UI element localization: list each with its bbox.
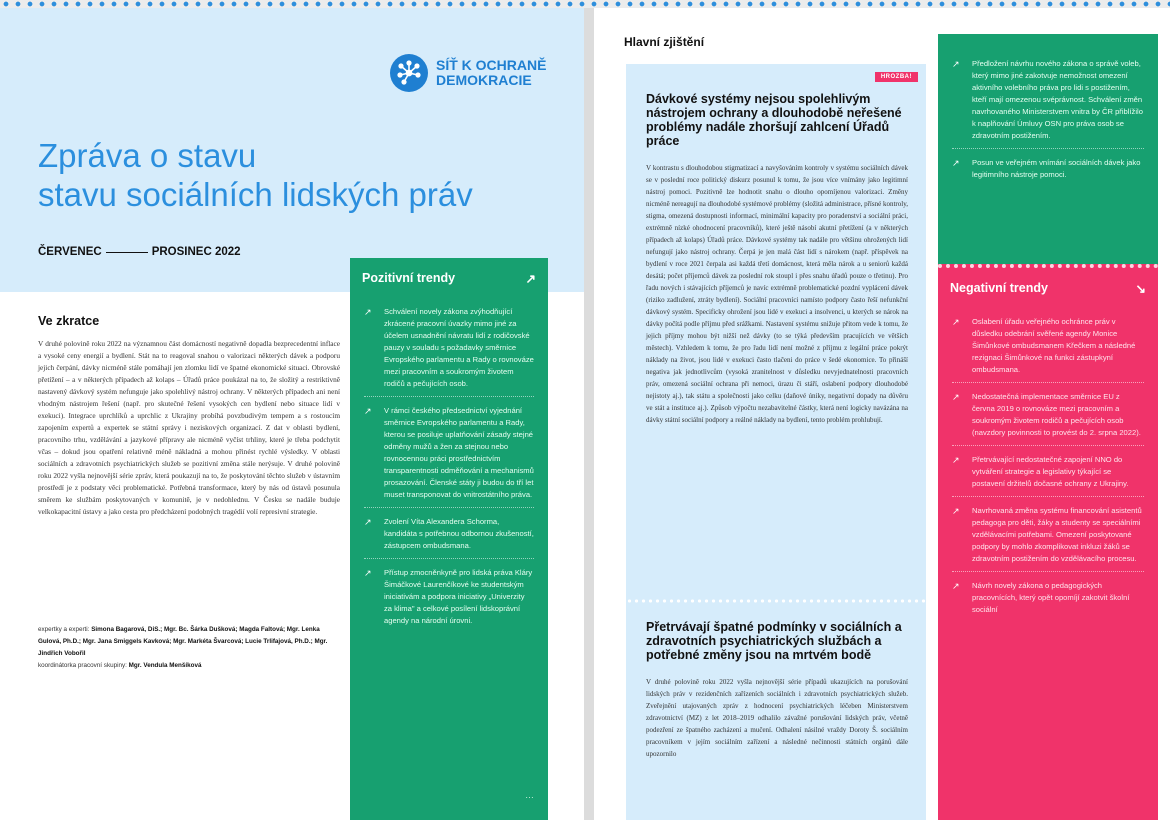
logo-wordmark: [436, 58, 546, 88]
page-gutter: [584, 8, 594, 820]
list-item: [952, 316, 1144, 383]
article-title: Přetrvávají špatné podmínky v sociálních a zdravotních psychiatrických službách a potřebné změny jsou na mrtvém bodě: [646, 620, 902, 662]
positive-trends-heading: Pozitivní trendy: [362, 271, 456, 285]
list-item: [364, 567, 534, 633]
article-text: V kontrastu s dlouhodobou stigmatizací a navyšováním kontroly v systému sociálních dávek se v poslední roce politický diskurz posunul k tomu, že jsou více vnímány jako legitimní nástroj pomoci. Pozitivně lze hodnotit snahu o dlouho opomíjenou valorizaci. Změny nicméně nereagují na dlouhodobé systémové problémy (složitá administrace, přísné kontroly, stigma, omezená dostupnosti informací, minimální kapacity pro poradenství a sociální práci, extrémně nízké ohodnocení pracovníků), které ještě násobí akutní přetížení (a v některých případech až kolaps) Úřadů práce. Dávkové systémy tak nadále pro většinu ohrožených lidí nefungují jako nástroj ochrany. Čerpá je jen malá část lidí s nárokem (např. příspěvek na bydlení v roce 2021 čerpala asi každá třetí domácnost, která měla nárok a u seniorů každá desátá; počet příjemců dávek za poslední rok stoupl i přes snahu úřadů pouze o třetinu). Pro řadu nových i stávajících příjemců je navíc extrémně problematické pozdní vyplácení dávek (riziko zadlužení, ztráty bydlení). Sociální pracovníci namísto podpory často řeší nefunkční dávkový systém. Specificky ohrožení jsou lidé v exekuci a insolvenci, u kterých se nárok na dávky počítá podle příjmu před srážkami. Nastavení systému snižuje přitom vede k tomu, že jejich příjmy mohou být nižší než dávky (to se týká především pracujících ve větších městech). Vzhledem k tomu, že pro řadu lidí není možné z příjmu z legální práce pokrýt náklady na život, jsou lidé v exekuci často tlačeni do práce v šedé ekonomice. To přináší negativa jak jednotlivcům (vysoká zranitelnost v důsledku nevyjednatelnosti pracovních práv, omezená sociální ochrana při nemoci, úrazu či stáří, oslabení podpory dlouhodobé nejistoty aj.), tak státu a společnosti jako celku (daňové úniky, negativní dopady na důvěru ve stát a instituce aj.). Způsob výpočtu nezabavitelné částky, která není logicky navázána na dávky státní sociální podpory a reálné náklady na bydlení, tento problém prohlubují.: [646, 164, 908, 424]
list-item-text: Předložení návrhu nového zákona o správě voleb, který mimo jiné zakotvuje nemožnost omezení aktivního volebního práva pro lidi s postižením, kteří mají omezenou svéprávnost. Schválení změn navrhovaného Ministerstvem vnitra by ČR přiblížilo k naplňování Úmluvy OSN pro práva osob se zdravotním postižením.: [972, 59, 1143, 140]
cover-page: [0, 8, 584, 820]
list-item: [952, 157, 1144, 187]
negative-trends-box: [938, 264, 1158, 820]
negative-trends-list: [938, 308, 1158, 622]
article-title: Dávkové systémy nejsou spolehlivým nástrojem ochrany a dlouhodobě neřešené problémy nadále zhoršují zahlcení Úřadů práce: [646, 92, 902, 148]
list-item-text: Posun ve veřejném vnímání sociálních dávek jako legitimního nástroje pomoci.: [972, 158, 1141, 179]
top-dotted-border: [0, 0, 1170, 8]
report-period: [38, 246, 241, 258]
period-start: ČERVENEC: [38, 246, 102, 258]
list-item: [952, 580, 1144, 622]
list-item: [952, 505, 1144, 572]
list-item-text: Návrh novely zákona o pedagogických pracovnících, který opět opomíjí zakotvit školní sociální: [972, 581, 1130, 614]
negative-trends-header: [938, 264, 1158, 308]
logo: [390, 54, 546, 92]
arrow-up-right-icon: ↗: [364, 517, 372, 527]
findings-column: [626, 64, 926, 820]
logo-line-1: SÍŤ K OCHRANĚ: [436, 57, 547, 73]
positive-trends-continued: [938, 34, 1158, 264]
list-item-text: Navrhovaná změna systému financování asistentů pedagoga pro děti, žáky a studenty se speciálními vzdělávacími potřebami. Omezení poskytované podpory by mohlo zkomplikovat inkluzi žáků se zdravotním postižením do vzdělávacího procesu.: [972, 506, 1142, 563]
list-item: [952, 391, 1144, 446]
summary-text: V druhé polovině roku 2022 na významnou část domácností negativně dopadla bezprecedentní inflace a vysoké ceny energií a bydlení. Stát na to reagoval snahou o valorizaci některých dávek a podporu jejich čerpání, dávky nicméně stále pomáhají jen zlomku lidí ve špatné ekonomické situaci. Obrovské přetížení – a v některých případech až kolaps – Úřadů práce poukázal na to, že složitý a restriktivně nastavený dávkový systém nefunguje jako spolehlivý nástroj ochrany. V některých případech ani není vhodným nástrojem řešení (např. pro skutečné řešení vysokých cen bydlení nebo situace lidí v exekuci). Integrace uprchlíků a uprchlic z Ukrajiny probíhá povzbudivým tempem a s rostoucím zapojením expertů a expertek se státní správy i neziskových organizací. Z dat v oblasti bydlení, pracovního trhu, vzdělávání a jazykové přípravy ale nicméně vyčíst trhliny, které je třeba podchytit včas – dokud jsou opatření relativně méně nákladná a mohou přinést rychlé výsledky. V oblasti sociálních a zdravotních psychiatrických služeb se pozitivní změna stále nerýsuje. V druhé polovině roku 2022 vyšla nejnovější série zpráv, která poukazují na to, že poskytování těchto služeb v ústavním prostředí je z podstaty věci problematické. Potřebná transformace, který by nás od ústavů posunula směrem ke službám poskytovaných v komunitě, je v nedohlednu. V Česku se nadále buduje velkokapacitní ústavy a jako cesta pro předcházení podobných tragédií volí represivní strategie.: [38, 339, 340, 516]
positive-trends-list: [350, 298, 548, 633]
period-end: PROSINEC 2022: [151, 246, 241, 258]
summary-heading: Ve zkratce: [38, 314, 100, 328]
list-item-text: Přetrvávající nedostatečné zapojení NNO do vytváření strategie a legislativy týkající se postavení držitelů dočasné ochrany z Ukrajiny.: [972, 455, 1129, 488]
arrow-up-right-icon: ↗: [952, 59, 960, 69]
arrow-up-right-icon: ↗: [364, 307, 372, 317]
article-benefit-systems: [646, 92, 908, 426]
arrow-down-right-icon: ↗: [952, 581, 960, 591]
list-item-text: Zvolení Víta Alexandera Schorma, kandidáta s potřebnou odbornou zkušeností, zástupcem ombudsmana.: [384, 517, 534, 550]
threat-badge: HROZBA!: [875, 72, 918, 82]
arrow-down-right-icon: ↗: [952, 506, 960, 516]
period-dash: [106, 252, 148, 253]
list-item-text: Přístup zmocněnkyně pro lidská práva Kláry Šimáčkové Laurenčíkové ke studentským iniciativám a podpora iniciativy „Univerzity za klima" a celkové posílení lidskoprávní agendy na národní úrovni.: [384, 568, 533, 625]
arrow-down-right-icon: ↘: [1135, 281, 1146, 296]
negative-trends-heading: Negativní trendy: [950, 281, 1048, 295]
arrow-down-right-icon: ↗: [952, 455, 960, 465]
arrow-up-right-icon: ↗: [952, 158, 960, 168]
list-item: [364, 405, 534, 508]
findings-page: [594, 8, 1170, 820]
list-item: [364, 516, 534, 559]
list-item-text: V rámci českého předsednictví vyjednání směrnice Evropského parlamentu a Rady, kterou se posiluje uplatňování zásady stejné odměny mužů a žen za stejnou nebo rovnocennou práci prostřednictvím transparentnosti odměňování a mechanismů prosazování. Členské státy ji budou do tří let muset transponovat do vnitrostátního práva.: [384, 406, 534, 499]
arrow-up-right-icon: ↗: [364, 568, 372, 578]
list-item: [364, 306, 534, 397]
positive-trends-header: [350, 258, 548, 298]
report-title-line-1: Zpráva o stavu: [38, 137, 257, 174]
report-title: [38, 136, 558, 214]
network-hand-icon: [390, 54, 428, 92]
list-item-text: Nedostatečná implementace směrnice EU z června 2019 o rovnováze mezi pracovním a soukromým životem rodičů a pečujících osob (navzdory povinnosti to provést do 2. srpna 2022).: [972, 392, 1141, 437]
list-item: [952, 454, 1144, 497]
arrow-down-right-icon: ↗: [952, 392, 960, 402]
coordinator-label: koordinátorka pracovní skupiny:: [38, 662, 127, 669]
positive-trends-list-continued: [938, 34, 1158, 187]
arrow-up-right-icon: ↗: [525, 271, 536, 286]
experts-label: expertky a experti:: [38, 626, 90, 633]
arrow-up-right-icon: ↗: [364, 406, 372, 416]
list-item: [952, 58, 1144, 149]
positive-trends-box: [350, 258, 548, 820]
list-item-text: Schválení novely zákona zvýhodňující zkrácené pracovní úvazky mimo jiné za účelem usnadnění návratu lidí z rodičovské pauzy v souladu s požadavky směrnice Evropského parlamentu a Rady o rovnováze mezi pracovním a soukromým životem rodičů a pečujících osob.: [384, 307, 534, 388]
summary-section: [38, 314, 340, 518]
continuation-ellipsis: …: [525, 790, 534, 800]
report-title-line-2: stavu sociálních lidských práv: [38, 176, 473, 213]
findings-heading: Hlavní zjištění: [624, 35, 705, 49]
dotted-separator: [626, 598, 926, 604]
article-psychiatric-services: [646, 620, 908, 760]
experts-credits: [38, 624, 342, 672]
arrow-down-right-icon: ↗: [952, 317, 960, 327]
article-text: V druhé polovině roku 2022 vyšla nejnovější série případů ukazujících na porušování lidských práv v rezidenčních zařízeních sociálních i zdravotních psychiatrických služeb. Zveřejnění utajovaných zpráv z hodnocení psychiatrických léčeben Ministerstvem zdravotnictví (MZ) z let 2018–2019 odhalilo závažné porušování lidských práv, včetně podezření ze špatného zacházení a mučení. Odhalení násilné vraždy Doroty Š. sociálním pracovníkem v jejím sociálním zařízení a následné nečinnosti státních orgánů dále upozornilo: [646, 678, 908, 758]
coordinator-name: Mgr. Vendula Menšíková: [128, 662, 202, 669]
experts-names: Simona Bagarová, DiS.; Mgr. Bc. Šárka Dušková; Magda Faltová; Mgr. Lenka Gulová, Ph.D.; Mgr. Jana Smiggels Kavková; Mgr. Markéta Švarcová; Lucie Trlifajová, Ph.D.; Mgr. Jindřich Vobořil: [38, 626, 328, 657]
list-item-text: Oslabení úřadu veřejného ochránce práv v důsledku odebrání svěřené agendy Monice Šimůnkové ombudsmanem Křečkem a následné rezignaci Šimůnkové na funkci zástupkyní ombudsmana.: [972, 317, 1136, 374]
logo-line-2: DEMOKRACIE: [436, 72, 532, 88]
